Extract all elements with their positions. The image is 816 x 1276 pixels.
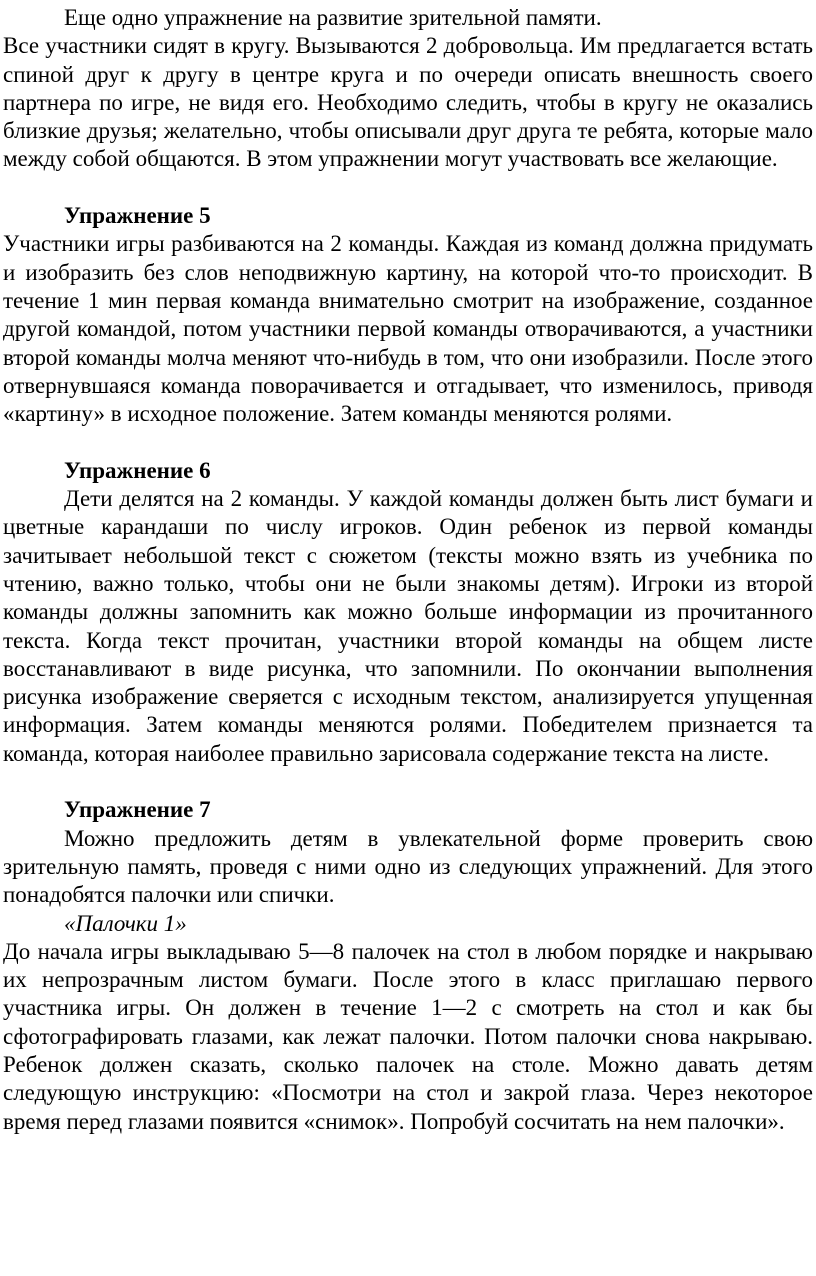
exercise-6-body: Дети делятся на 2 команды. У каждой команды должен быть лист бумаги и цветные карандаши по числу игроков. Один ребенок из первой команды зачитывает небольшой текст с сюжетом (тексты можно взять из учебника по чтению, важно только, чтобы они не были знакомы детям). Игроки из второй команды должны запомнить как можно больше информации из прочитанного текста. Когда текст прочитан, участники второй команды на общем листе восстанавливают в виде рисунка, что запомнили. По окончании выполнения рисунка изображение сверяется с исходным текстом, анализируется упущенная информация. Затем команды меняются ролями. Победителем признается та команда, которая наиболее правильно зарисовала содержание текста на листе. — [3, 486, 813, 766]
exercise-5-heading: Упражнение 5 — [64, 203, 211, 229]
sticks-1-body: До начала игры выкладываю 5—8 палочек на стол в любом порядке и накрываю их непрозрачным листом бумаги. После этого в класс приглашаю первого участника игры. Он должен в течение 1—2 с смотреть на стол и как бы сфотографировать глазами, как лежат палочки. Потом палочки снова накрываю. Ребенок должен сказать, сколько палочек на столе. Можно давать детям следующую инструкцию: «Посмотри на стол и закрой глаза. Через некоторое время перед глазами появится «снимок». Попробуй сосчитать на нем палочки». — [3, 938, 813, 1134]
intro-lead: Еще одно упражнение на развитие зрительной памяти. — [64, 5, 602, 30]
exercise-7-heading: Упражнение 7 — [64, 797, 211, 823]
sticks-1-subheading: «Палочки 1» — [64, 910, 187, 936]
exercise-5-body: Участники игры разбиваются на 2 команды. Каждая из команд должна придумать и изобразить без слов неподвижную картину, на которой что-то происходит. В течение 1 мин первая команда внимательно смотрит на изображение, созданное другой командой, потом участники первой команды отворачиваются, а участники второй команды молча меняют что-нибудь в том, что они изобразили. После этого отвернувшаяся команда поворачивается и отгадывает, что изменилось, приводя «картину» в исходное положение. Затем команды меняются ролями. — [3, 231, 813, 427]
exercise-7-body: Можно предложить детям в увлекательной форме проверить свою зрительную память, проведя с ними одно из следующих упражнений. Для этого понадобятся палочки или спички. — [3, 825, 813, 908]
intro-body: Все участники сидят в кругу. Вызываются 2 добровольца. Им предлагается встать спиной друг к другу в центре круга и по очереди описать внешность своего партнера по игре, не видя его. Необходимо следить, чтобы в кругу не оказались близкие друзья; желательно, чтобы описывали друг друга те ребята, которые мало между собой общаются. В этом упражнении могут участвовать все желающие. — [3, 33, 813, 172]
exercise-6-heading: Упражнение 6 — [64, 457, 211, 483]
